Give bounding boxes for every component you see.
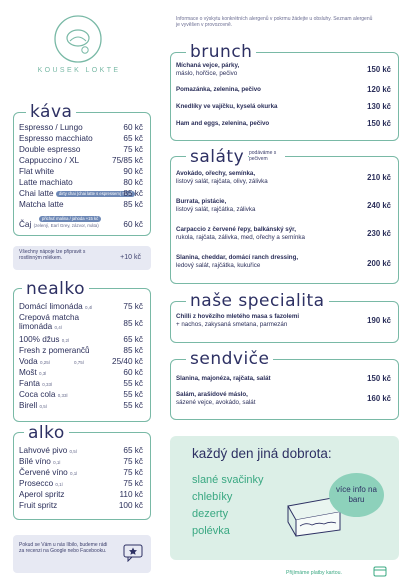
kava-list: [13, 123, 151, 233]
salaty-list: [170, 170, 399, 280]
list-item: polévka: [192, 525, 230, 537]
more-info-bubble: více info na baru: [329, 473, 384, 517]
alko-list: [13, 446, 151, 516]
alko-title: alko: [24, 424, 69, 442]
menu-item: Salám, arašídové máslo, sázené vejce, avokádo, salát 160 kč: [176, 391, 391, 406]
menu-item: Fanta 0,33l 55 kč: [19, 379, 143, 388]
menu-item: Coca cola 0,33l 55 kč: [19, 390, 143, 399]
menu-item: Aperol spritz 110 kč: [19, 490, 143, 499]
dirty-chai-tag: dirty chai (chai latte s espressem) 95 kč: [56, 191, 136, 197]
menu-item: Fresh z pomerančů 85 kč: [19, 346, 143, 355]
sendvice-title: sendviče: [186, 350, 273, 368]
menu-item: Avokádo, ořechy, semínka, listový salát, rajčata, olivy, zálivka 210 kč: [176, 170, 391, 185]
daily-title: každý den jiná dobrota:: [192, 446, 332, 461]
menu-item: 100% džus 0,2l 65 kč: [19, 335, 143, 344]
menu-item: Flat white 90 kč: [19, 167, 143, 176]
menu-item: Červené víno 0,1l 75 kč: [19, 468, 143, 477]
menu-item: Voda 0,25l 0,75l 25/40 kč: [19, 357, 143, 366]
menu-item: Double espresso 75 kč: [19, 145, 143, 154]
specialita-item: Chilli z hovězího mletého masa s fazolemi + nachos, zakysaná smetana, parmezán 190 kč: [176, 313, 391, 328]
menu-item: Cappuccino / XL 75/85 kč: [19, 156, 143, 165]
menu-item: Čaj (zelený, Earl Grey, zázvor, máta) 60 kč: [19, 220, 143, 229]
menu-item: Prosecco 0,1l 75 kč: [19, 479, 143, 488]
brunch-list: Míchaná vejce, párky, máslo, hořčice, pečivo 150 kč Pomazánka, zelenina, pečivo 120 kč Knedlíky ve vajíčku, kyselá okurka 130 kč Ham and eggs, zelenina, pečivo 150 kč: [170, 62, 399, 137]
card-payment-note: Přijímáme platby kartou.: [286, 570, 342, 576]
review-note: Pokud se Vám u nás líbilo, budeme rádi za recenzi na Google nebo Facebooku.: [13, 535, 151, 573]
allergen-note: Informace o výskytu konkrétních alergenů v pokrmu žádejte u obsluhy. Seznam alergenů je vyvěšen v provozovně.: [176, 16, 373, 29]
menu-item: Mošt 0,3l 60 kč: [19, 368, 143, 377]
menu-item: Fruit spritz 100 kč: [19, 501, 143, 510]
brunch-title: brunch: [186, 43, 256, 61]
specialita-title: naše specialita: [186, 292, 329, 310]
menu-item: Crepová matcha limonáda 0,4l 85 kč: [19, 313, 143, 331]
menu-item: Míchaná vejce, párky, máslo, hořčice, pečivo 150 kč: [176, 62, 391, 77]
logo-text: KOUSEK LOKTE: [37, 67, 121, 74]
plant-milk-note: Všechny nápoje lze připravit s rostlinným mlékem. +10 kč: [13, 246, 151, 270]
sendvice-list: Slanina, majonéza, rajčata, salát 150 kč Salám, arašídové máslo, sázené vejce, avokádo, salát 160 kč: [170, 374, 399, 418]
logo: [53, 14, 103, 64]
salaty-title: saláty: [186, 148, 248, 166]
menu-item: Chai latte dirty chai (chai latte s espressem) 95 kč 85 kč: [19, 189, 143, 198]
menu-item: Birell 0,5l 55 kč: [19, 401, 143, 410]
salaty-subtitle: podáváme s pečivem: [249, 150, 285, 162]
nealko-title: nealko: [22, 280, 89, 298]
list-item: slané svačinky: [192, 474, 264, 486]
matcha-flavor-tag: přichuť malina / jahoda +15 kč: [39, 216, 101, 222]
menu-item: Burrata, pistácie, listový salát, rajčátka, zálivka 240 kč: [176, 198, 391, 213]
card-icon: [373, 566, 387, 577]
kava-title: káva: [26, 103, 76, 121]
menu-item: Latte machiato 80 kč: [19, 178, 143, 187]
logo-emblem-icon: [53, 14, 103, 64]
list-item: dezerty: [192, 508, 229, 520]
menu-item: Lahvové pivo 0,5l 65 kč: [19, 446, 143, 455]
nealko-list: [13, 302, 151, 420]
menu-item: Matcha latte 85 kč: [19, 200, 143, 209]
menu-item: Carpaccio z červené řepy, balkánský sýr, rukola, rajčata, zálivka, med, ořechy a semínka 230 kč: [176, 226, 391, 241]
menu-item: Espresso / Lungo 60 kč: [19, 123, 143, 132]
menu-item: Slanina, cheddar, domácí ranch dressing, ledový salát, rajčátka, kukuřice 200 kč: [176, 254, 391, 269]
list-item: chlebíky: [192, 491, 233, 503]
menu-item: Bílé víno 0,1l 75 kč: [19, 457, 143, 466]
menu-item: Domácí limonáda 0,4l 75 kč: [19, 302, 143, 311]
review-bubble-icon: [123, 544, 143, 562]
menu-item: Espresso macchiato 65 kč: [19, 134, 143, 143]
